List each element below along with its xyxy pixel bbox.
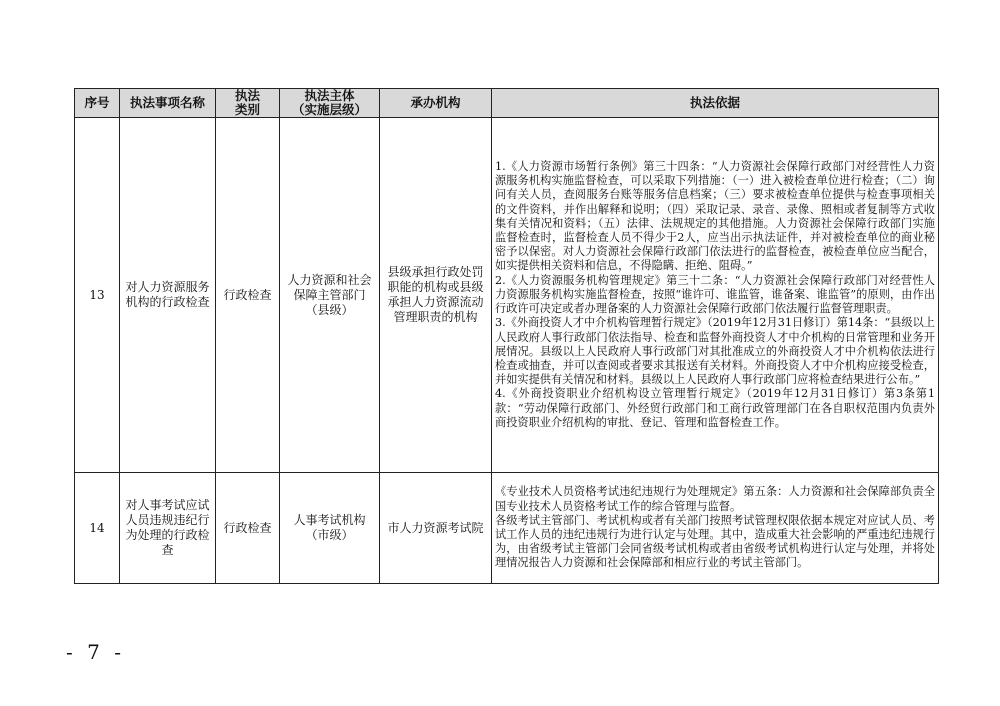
cell-basis: [492, 473, 939, 584]
basis-paragraph: 3.《外商投资人才中介机构管理暂行规定》（2019年12月31日修订）第14条：“县级以上人民政府人事行政部门依法指导、检查和监督外商投资人才中介机构的日常管理和业务开展情况。县级以上人民政府人事行政部门对其批准成立的外商投资人才中介机构依法进行检查或抽查，并可以查阅或者要求其报送有关材料。外商投资人才中介机构应接受检查，并如实提供有关情况和材料。县级以上人民政府人事行政部门应将检查结果进行公布。”: [495, 316, 935, 387]
header-no: 序号: [75, 89, 120, 118]
cell-no: 14: [75, 473, 120, 584]
basis-paragraph: 2.《人力资源服务机构管理规定》第三十二条：“人力资源社会保障行政部门对经营性人力资源服务机构实施监督检查，按照“谁许可、谁监管，谁备案、谁监管”的原则，由作出行政许可决定或者办理备案的人力资源社会保障行政部门依法履行监督管理职责。: [495, 273, 935, 316]
header-org: 承办机构: [380, 89, 492, 118]
cell-subject-line2: （县级）: [305, 302, 354, 317]
cell-subject-line1: 人力资源和社会保障主管部门: [287, 272, 372, 302]
table-row: [75, 118, 939, 473]
cell-subject: [280, 473, 380, 584]
cell-org: 县级承担行政处罚职能的机构或县级承担人力资源流动管理职责的机构: [380, 118, 492, 473]
cell-subject-line1: 人事考试机构: [293, 513, 366, 527]
cell-type: 行政检查: [216, 473, 280, 584]
header-type-line1: 执法: [234, 88, 260, 103]
header-subject: [280, 89, 380, 118]
cell-type: 行政检查: [216, 118, 280, 473]
enforcement-table: [74, 88, 939, 584]
cell-org: 市人力资源考试院: [380, 473, 492, 584]
cell-name: 对人事考试应试人员违规违纪行为处理的行政检查: [120, 473, 216, 584]
header-subject-line1: 执法主体: [304, 88, 355, 103]
cell-basis: [492, 118, 939, 473]
basis-paragraph: 各级考试主管部门、考试机构或者有关部门按照考试管理权限依据本规定对应试人员、考试工作人员的违纪违规行为进行认定与处理。其中，造成重大社会影响的严重违纪违规行为，由省级考试主管部门会同省级考试机构或者由省级考试机构进行认定与处理，并将处理情况报告人力资源和社会保障部和相应行业的考试主管部门。: [495, 513, 935, 570]
cell-subject-line2: （市级）: [305, 528, 354, 542]
basis-paragraph: 4.《外商投资职业介绍机构设立管理暂行规定》（2019年12月31日修订）第3条第1款：“劳动保障行政部门、外经贸行政部门和工商行政管理部门在各自职权范围内负责外商投资职业介绍机构的审批、登记、管理和监督检查工作。: [495, 387, 935, 429]
header-name: 执法事项名称: [120, 89, 216, 118]
table-header-row: [75, 89, 939, 118]
table-row: [75, 473, 939, 584]
cell-no: 13: [75, 118, 120, 473]
cell-subject: [280, 118, 380, 473]
cell-name: 对人力资源服务机构的行政检查: [120, 118, 216, 473]
header-subject-line2: （实施层级）: [291, 102, 367, 117]
header-basis: 执法依据: [492, 89, 939, 118]
basis-paragraph: 1.《人力资源市场暂行条例》第三十四条：“人力资源社会保障行政部门对经营性人力资源服务机构实施监督检查，可以采取下列措施：（一）进入被检查单位进行检查；（二）询问有关人员，查阅服务台账等服务信息档案；（三）要求被检查单位提供与检查事项相关的文件资料，并作出解释和说明；（四）采取记录、录音、录像、照相或者复制等方式收集有关情况和资料；（五）法律、法规规定的其他措施。人力资源社会保障行政部门实施监督检查时，监督检查人员不得少于2人，应当出示执法证件，并对被检查单位的商业秘密予以保密。对人力资源社会保障行政部门依法进行的监督检查，被检查单位应当配合，如实提供相关资料和信息，不得隐瞒、拒绝、阻碍。”: [495, 160, 935, 273]
header-type: [216, 89, 280, 118]
basis-paragraph: 《专业技术人员资格考试违纪违规行为处理规定》第五条：人力资源和社会保障部负责全国专业技术人员资格考试工作的综合管理与监督。: [495, 485, 935, 513]
header-type-line2: 类别: [234, 102, 260, 117]
page-number: - 7 -: [66, 640, 125, 664]
